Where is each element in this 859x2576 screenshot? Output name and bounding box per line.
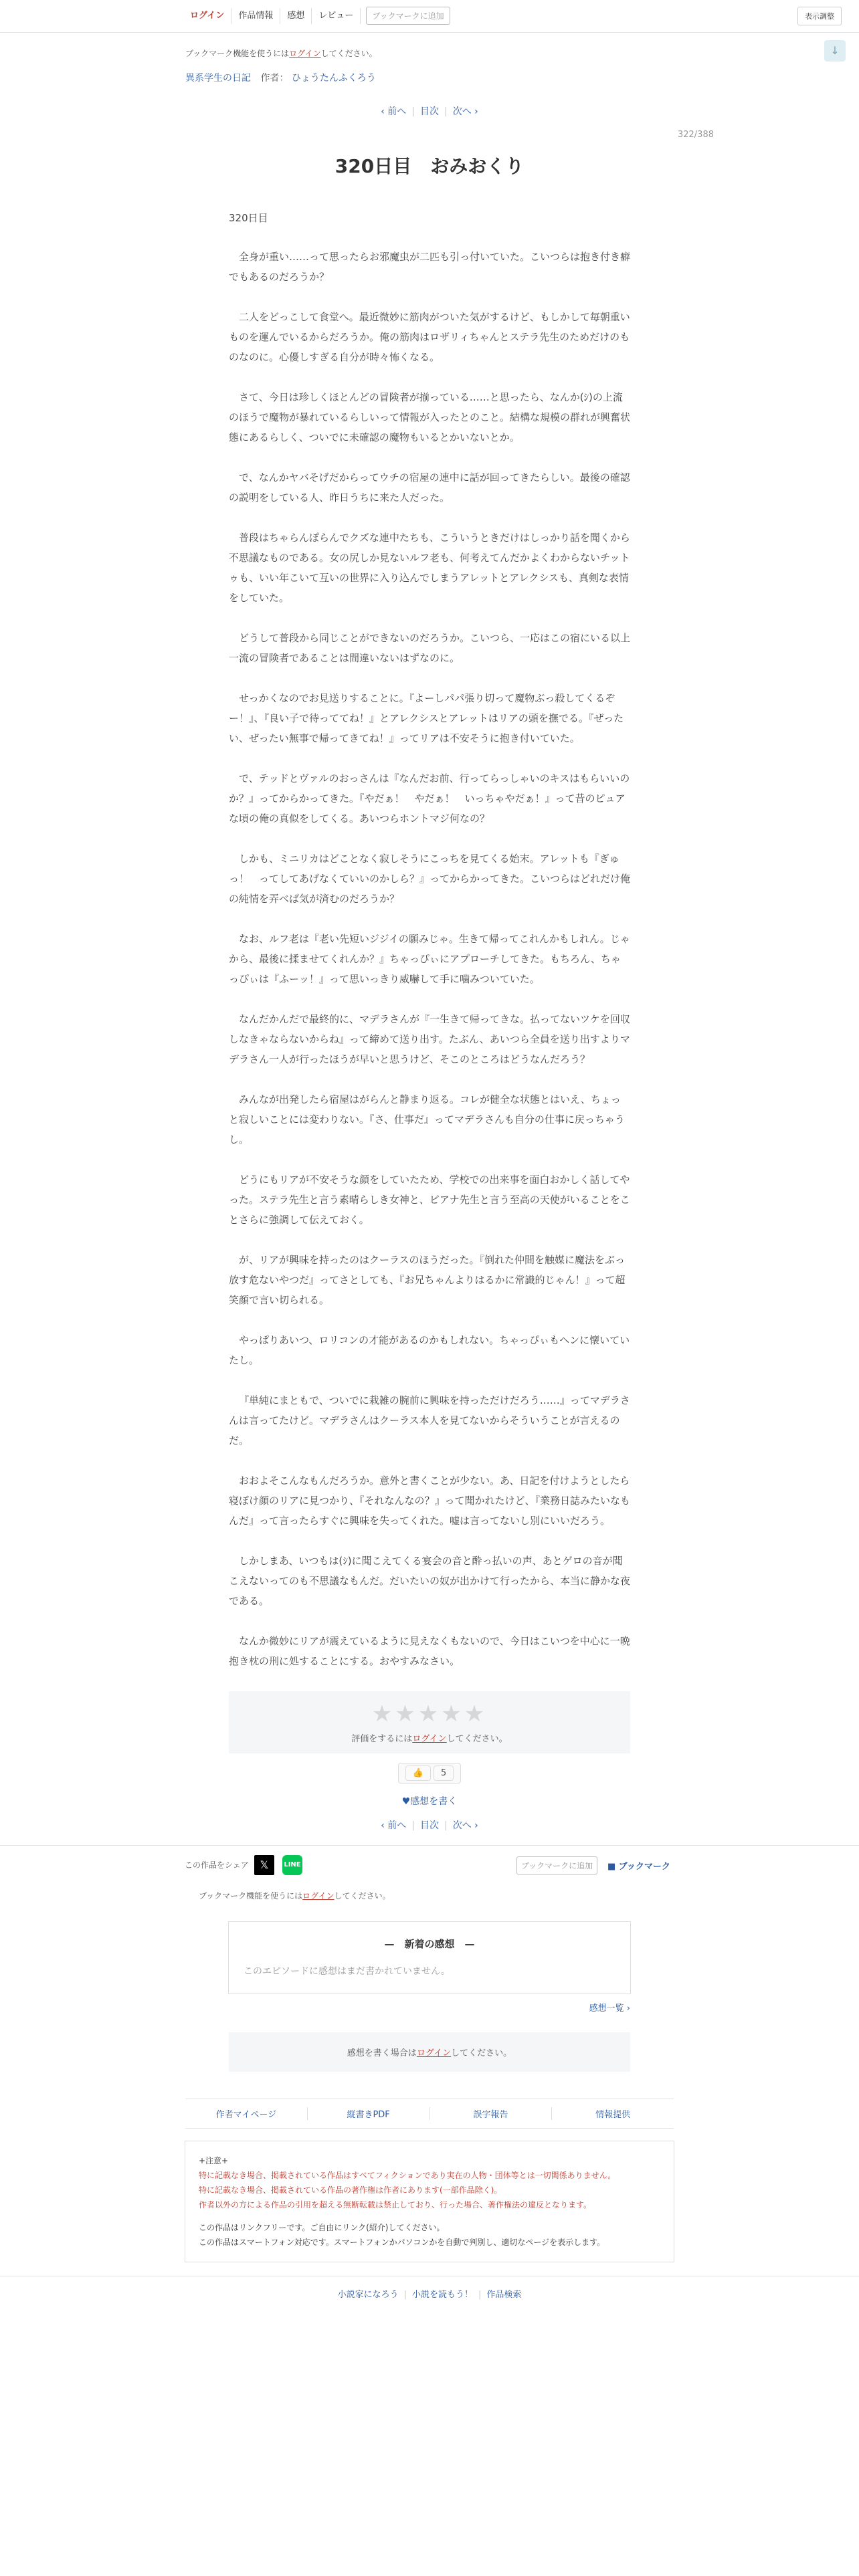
line-share-icon[interactable]: LINE <box>282 1855 302 1875</box>
paragraph: なんか微妙にリアが震えているように見えなくもないので、今日はこいつを中心に一晩抱き枕の刑に処することにする。おやすみなさい。 <box>229 1635 630 1667</box>
prev-link[interactable]: ‹ 前へ <box>381 106 407 117</box>
share-row <box>0 1845 859 1883</box>
toc-link[interactable]: 目次 <box>420 106 439 117</box>
bookmark-button-bottom[interactable]: ブックマークに追加 <box>516 1856 597 1874</box>
scroll-down-icon[interactable]: ↓ <box>824 40 846 62</box>
review-link[interactable]: レビュー <box>312 8 361 24</box>
paragraph: みんなが出発したら宿屋はがらんと静まり返る。コレが健全な状態とはいえ、ちょっと寂しいことには変わりない。『さ、仕事だ』ってマデラさんも自分の仕事に戻っちゃうし。 <box>229 1093 625 1146</box>
new-impressions-box <box>228 1921 631 1994</box>
rating-notice: 評価をするにはログインしてください。 <box>351 1734 508 1744</box>
caution-red-3: 作者以外の方による作品の引用を超える無断転載は禁止しており、行った場合、著作権法の違反となります。 <box>199 2200 592 2210</box>
chapter-subtitle: 320日目 <box>229 212 268 224</box>
paragraph: 『単純にまともで、ついでに栽雑の腕前に興味を持っただけだろう……』ってマデラさんは言ってたけど。マデラさんはクーラス本人を見てないからそういうことが言えるのだ。 <box>229 1394 630 1446</box>
rating-box <box>229 1691 630 1753</box>
toc-link[interactable]: 目次 <box>420 1820 439 1831</box>
chapter-title: 320日目 おみおくり <box>335 155 524 177</box>
caution-red-1: 特に記載なき場合、掲載されている作品はすべてフィクションであり実在の人物・団体等とは一切関係ありません。 <box>199 2171 616 2180</box>
vertical-pdf-link[interactable]: 縦書きPDF <box>308 2107 430 2120</box>
rating-stars-icon[interactable]: ★★★★★ <box>371 1701 488 1727</box>
series-info <box>185 71 674 84</box>
work-info-link[interactable]: 作品情報 <box>231 8 280 24</box>
notice-login-link[interactable]: ログイン <box>289 49 321 58</box>
like-area <box>185 1763 674 1784</box>
paragraph: さて、今日は珍しくほとんどの冒険者が揃っている……と思ったら、なんか(ｼ)の上流のほうで魔物が暴れているらしいって情報が入ったとのこと。結構な規模の群れが興奮状態にあるらしく、ついでに未確認の魔物もいるとかいないとか。 <box>229 391 631 443</box>
paragraph: 全身が重い……って思ったらお邪魔虫が二匹も引っ付いていた。こいつらは抱き付き癖でもあるのだろうか？ <box>229 251 631 283</box>
paragraph: どうにもリアが不安そうな顔をしていたため、学校での出来事を面白おかしく話してやった。ステラ先生と言う素晴らしき女神と、ピアナ先生と言う至高の天使がいることをことさらに強調して伝えておく。 <box>229 1174 630 1226</box>
paragraph: なんだかんだで最終的に、マデラさんが『一生きて帰ってきな。払ってないツケを回収しなきゃならないからね』って締めて送り出す。たぶん、あいつら全員を送り出すよりマデラさん一人が行ったほうが早いと思うけど、そこのところはどうなんだろう？ <box>229 1013 630 1065</box>
paragraph: やっぱりあいつ、ロリコンの才能があるのかもしれない。ちゃっぴぃもヘンに懐いていたし。 <box>229 1334 630 1366</box>
bookmark-notice-bottom: ブックマーク機能を使うにはログインしてください。 <box>199 1891 391 1901</box>
caution-box <box>185 2141 674 2262</box>
paragraph: 二人をどっこして食堂へ。最近微妙に筋肉がついた気がするけど、もしかして毎朝重いものを運んでいるからだろうか。俺の筋肉はロザリィちゃんとステラ先生のためだけのものなのに。心優しすぎる自分が時々怖くなる。 <box>229 311 630 363</box>
impression-login-link[interactable]: ログイン <box>416 2048 452 2058</box>
share-label: この作品をシェア <box>185 1860 249 1870</box>
caution-line-2: この作品はスマートフォン対応です。スマートフォンかパソコンかを自動で判別し、適切なページを表示します。 <box>199 2238 605 2247</box>
author-mypage-link[interactable]: 作者マイページ <box>185 2107 308 2120</box>
login-link[interactable]: ログイン <box>185 8 231 24</box>
x-share-icon[interactable]: 𝕏 <box>254 1855 274 1875</box>
impressions-empty: このエピソードに感想はまだ書かれていません。 <box>244 1966 450 1977</box>
impression-login-box: 感想を書く場合はログインしてください。 <box>229 2032 630 2072</box>
pager-bottom: ‹ 前へ | 目次 | 次へ › <box>381 1820 478 1831</box>
next-link[interactable]: 次へ › <box>452 106 478 117</box>
display-settings-button[interactable]: 表示調整 <box>797 7 842 25</box>
impressions-list-link[interactable]: 感想一覧 › <box>589 2004 630 2014</box>
paragraph: せっかくなのでお見送りすることに。『よーしパパ張り切って魔物ぶっ殺してくるぞー！』、『良い子で待っててね！』とアレクシスとアレットはリアの頭を撫でる。『ぜったい、ぜったい無事で帰ってきてね！』ってリアは不安そうに抱き付いていた。 <box>229 692 624 744</box>
page-count: 322/388 <box>677 130 714 140</box>
next-link[interactable]: 次へ › <box>452 1820 478 1831</box>
bookmark-button[interactable]: ブックマークに追加 <box>366 7 450 25</box>
rating-login-link[interactable]: ログイン <box>412 1734 447 1744</box>
like-button[interactable] <box>398 1763 462 1784</box>
impressions-heading: — 新着の感想 — <box>384 1938 475 1950</box>
series-title[interactable]: 異系学生の日記 <box>185 73 251 84</box>
thumbs-up-icon: 👍 <box>405 1765 431 1781</box>
top-nav <box>185 7 450 25</box>
caution-title: +注意+ <box>199 2156 229 2165</box>
top-bar <box>0 0 859 33</box>
bookmark-link[interactable]: ■ ブックマーク <box>607 1862 670 1872</box>
bookmark-notice: ブックマーク機能を使うにはログインしてください。 <box>185 49 377 58</box>
paragraph: しかしまあ、いつもは(ｼ)に聞こえてくる宴会の音と酔っ払いの声、あとゲロの音が聞こえないってのも不思議なもんだ。だいたいの奴が出かけて行ったから、本当に静かな夜である。 <box>229 1555 631 1607</box>
write-impression-link[interactable]: ♥感想を書く <box>401 1796 458 1807</box>
typo-report-link[interactable]: 誤字報告 <box>430 2107 553 2120</box>
caution-line-1: この作品はリンクフリーです。ご自由にリンク(紹介)してください。 <box>199 2223 445 2232</box>
main-content <box>185 47 714 1832</box>
paragraph: どうして普段から同じことができないのだろうか。こいつら、一応はこの宿にいる以上一流の冒険者であることは間違いないはずなのに。 <box>229 632 631 664</box>
author-label: 作者： <box>260 73 289 84</box>
bottom-links: 小説家になろう | 小説を読もう！ | 作品検索 <box>0 2276 859 2300</box>
paragraph: なお、ルフ老は『老い先短いジジイの願みじゃ。生きて帰ってこれんかもしれん。じゃから、最後に揉ませてくれんか？』ちゃっぴぃにアプローチしてきた。もちろん、ちゃっぴぃは『ふーッ！』って思いっきり威嚇して手に噛みついていた。 <box>229 933 630 985</box>
paragraph: で、テッドとヴァルのおっさんは『なんだお前、行ってらっしゃいのキスはもらいいのか？』ってからかってきた。『やだぁ！ やだぁ！ いっちゃやだぁ！』って昔のピュアな頃の俺の真似をしてくる。あいつらホントマジ何なの？ <box>229 772 630 825</box>
info-provide-link[interactable]: 情報提供 <box>595 2110 631 2120</box>
prev-link[interactable]: ‹ 前へ <box>381 1820 407 1831</box>
chapter-body <box>229 208 630 1671</box>
search-link[interactable]: 作品検索 <box>486 2290 522 2300</box>
pager-top: ‹ 前へ | 目次 | 次へ › <box>381 106 478 117</box>
like-count: 5 <box>434 1765 454 1781</box>
footer-links <box>185 2099 674 2129</box>
yomou-link[interactable]: 小説を読もう！ <box>411 2290 473 2300</box>
impressions-link[interactable]: 感想 <box>280 8 312 24</box>
syosetu-link[interactable]: 小説家になろう <box>337 2290 399 2300</box>
caution-red-2: 特に記載なき場合、掲載されている作品の著作権は作者にあります(一部作品除く)。 <box>199 2185 502 2195</box>
notice-login-link-bottom[interactable]: ログイン <box>302 1891 335 1901</box>
paragraph: が、リアが興味を持ったのはクーラスのほうだった。『倒れた仲間を触媒に魔法をぶっ放す危ないやつだ』ってさとしても、『お兄ちゃんよりはるかに常識的じゃん！』って超笑顔で言い切られる。 <box>229 1254 626 1306</box>
impressions-section <box>185 1890 674 2072</box>
paragraph: で、なんかヤバそげだからってウチの宿屋の連中に話が回ってきたらしい。最後の確認の説明をしている人、昨日うちに来た人だった。 <box>229 471 630 504</box>
paragraph: おおよそこんなもんだろうか。意外と書くことが少ない。あ、日記を付けようとしたら寝ぼけ顔のリアに見つかり、『それなんなの？』って聞かれたけど、『業務日誌みたいなもんだ』って言ったらすぐに興味を失ってくれた。嘘は言ってないし別にいいだろう。 <box>229 1475 631 1527</box>
author-link[interactable]: ひょうたんふくろう <box>291 73 376 84</box>
paragraph: 普段はちゃらんぽらんでクズな連中たちも、こういうときだけはしっかり話を聞くから不思議なものである。女の尻しか見ないルフ老も、何考えてんだかよくわからないチットゥも、いい年こいて互いの世界に入り込んでしまうアレットとアレクシスも、真剣な表情をしていた。 <box>229 532 630 604</box>
paragraph: しかも、ミニリカはどことなく寂しそうにこっちを見てくる始末。アレットも『ぎゅっ！ ってしてあげなくていいのかしら？』ってからかってきた。こいつらはどれだけ俺の純情を弄べば気が済むのだろうか？ <box>229 853 631 905</box>
